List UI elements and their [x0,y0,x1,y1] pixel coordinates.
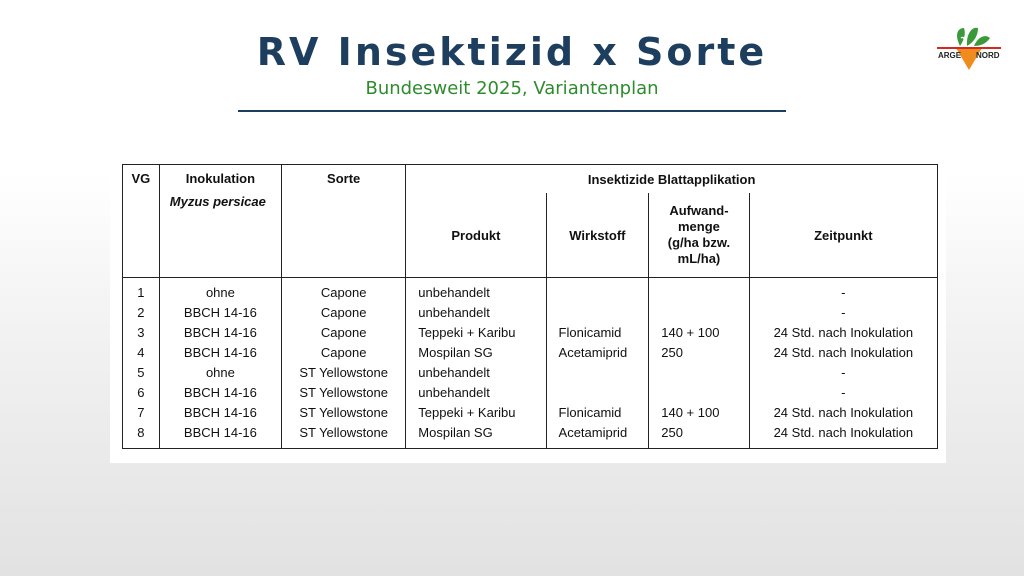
cell-produkt: unbehandelt [406,302,546,322]
header-sorte-label: Sorte [327,171,361,186]
header-inokulation-label: Inokulation [185,171,256,186]
table-row [123,342,938,362]
cell-inokulation: BBCH 14-16 [159,402,281,422]
cell-wirkstoff [546,382,649,402]
table-row [123,422,938,449]
title-underline [238,110,786,112]
cell-sorte: Capone [282,322,406,342]
cell-wirkstoff [546,302,649,322]
page-title: RV Insektizid x Sorte [256,30,768,74]
cell-aufwand: 250 [649,422,749,449]
header-sorte [282,165,406,278]
header-inokulation [159,165,281,278]
header-wirkstoff [546,193,649,278]
cell-inokulation: ohne [159,278,281,303]
cell-sorte: Capone [282,278,406,303]
cell-produkt: unbehandelt [406,278,546,303]
varianten-table [122,164,938,449]
header-produkt-label: Produkt [451,227,501,243]
cell-sorte: ST Yellowstone [282,422,406,449]
cell-zeitpunkt: - [749,362,937,382]
page-subtitle: Bundesweit 2025, Variantenplan [365,78,659,99]
cell-aufwand [649,362,749,382]
header-group [406,165,938,194]
cell-aufwand: 140 + 100 [649,402,749,422]
cell-vg: 7 [123,402,160,422]
cell-aufwand [649,302,749,322]
cell-produkt: unbehandelt [406,362,546,382]
cell-wirkstoff [546,362,649,382]
cell-zeitpunkt: - [749,302,937,322]
cell-vg: 8 [123,422,160,449]
cell-zeitpunkt: 24 Std. nach Inokulation [749,322,937,342]
table-row [123,278,938,303]
cell-inokulation: BBCH 14-16 [159,422,281,449]
header-zeitpunkt [749,193,937,278]
header-aufwand [649,193,749,278]
header-wirkstoff-label: Wirkstoff [569,227,626,243]
header-produkt [406,193,546,278]
cell-vg: 3 [123,322,160,342]
header-inokulation-sub: Myzus persicae [169,194,266,209]
cell-vg: 5 [123,362,160,382]
cell-wirkstoff [546,278,649,303]
cell-zeitpunkt: 24 Std. nach Inokulation [749,422,937,449]
cell-inokulation: BBCH 14-16 [159,302,281,322]
cell-produkt: Teppeki + Karibu [406,402,546,422]
cell-inokulation: BBCH 14-16 [159,342,281,362]
cell-inokulation: BBCH 14-16 [159,322,281,342]
header-vg [123,165,160,278]
table-row [123,362,938,382]
arge-nord-logo [936,24,1002,72]
table-row [123,302,938,322]
logo-text-right: NORD [976,51,1000,60]
table-row [123,322,938,342]
logo-line [937,47,1001,49]
cell-wirkstoff: Flonicamid [546,322,649,342]
cell-vg: 1 [123,278,160,303]
leaf-icon [957,28,990,46]
cell-produkt: Mospilan SG [406,342,546,362]
cell-aufwand: 140 + 100 [649,322,749,342]
header-zeitpunkt-label: Zeitpunkt [814,227,873,243]
cell-zeitpunkt: 24 Std. nach Inokulation [749,402,937,422]
cell-vg: 6 [123,382,160,402]
cell-wirkstoff: Acetamiprid [546,342,649,362]
cell-aufwand [649,382,749,402]
cell-vg: 4 [123,342,160,362]
cell-wirkstoff: Acetamiprid [546,422,649,449]
cell-produkt: unbehandelt [406,382,546,402]
cell-wirkstoff: Flonicamid [546,402,649,422]
cell-zeitpunkt: - [749,278,937,303]
cell-sorte: Capone [282,302,406,322]
cell-produkt: Mospilan SG [406,422,546,449]
cell-sorte: ST Yellowstone [282,402,406,422]
table-row [123,382,938,402]
table-row [123,402,938,422]
header-aufwand-label: Aufwand- menge (g/ha bzw. mL/ha) [667,203,731,266]
header-vg-label: VG [131,171,151,186]
cell-aufwand [649,278,749,303]
logo-text-left: ARGE [938,51,962,60]
cell-produkt: Teppeki + Karibu [406,322,546,342]
cell-inokulation: BBCH 14-16 [159,382,281,402]
cell-zeitpunkt: - [749,382,937,402]
cell-inokulation: ohne [159,362,281,382]
cell-vg: 2 [123,302,160,322]
table-body [123,278,938,449]
varianten-table-panel [110,153,946,463]
cell-aufwand: 250 [649,342,749,362]
cell-sorte: Capone [282,342,406,362]
cell-zeitpunkt: 24 Std. nach Inokulation [749,342,937,362]
cell-sorte: ST Yellowstone [282,362,406,382]
cell-sorte: ST Yellowstone [282,382,406,402]
header-group-label: Insektizide Blattapplikation [587,171,756,187]
